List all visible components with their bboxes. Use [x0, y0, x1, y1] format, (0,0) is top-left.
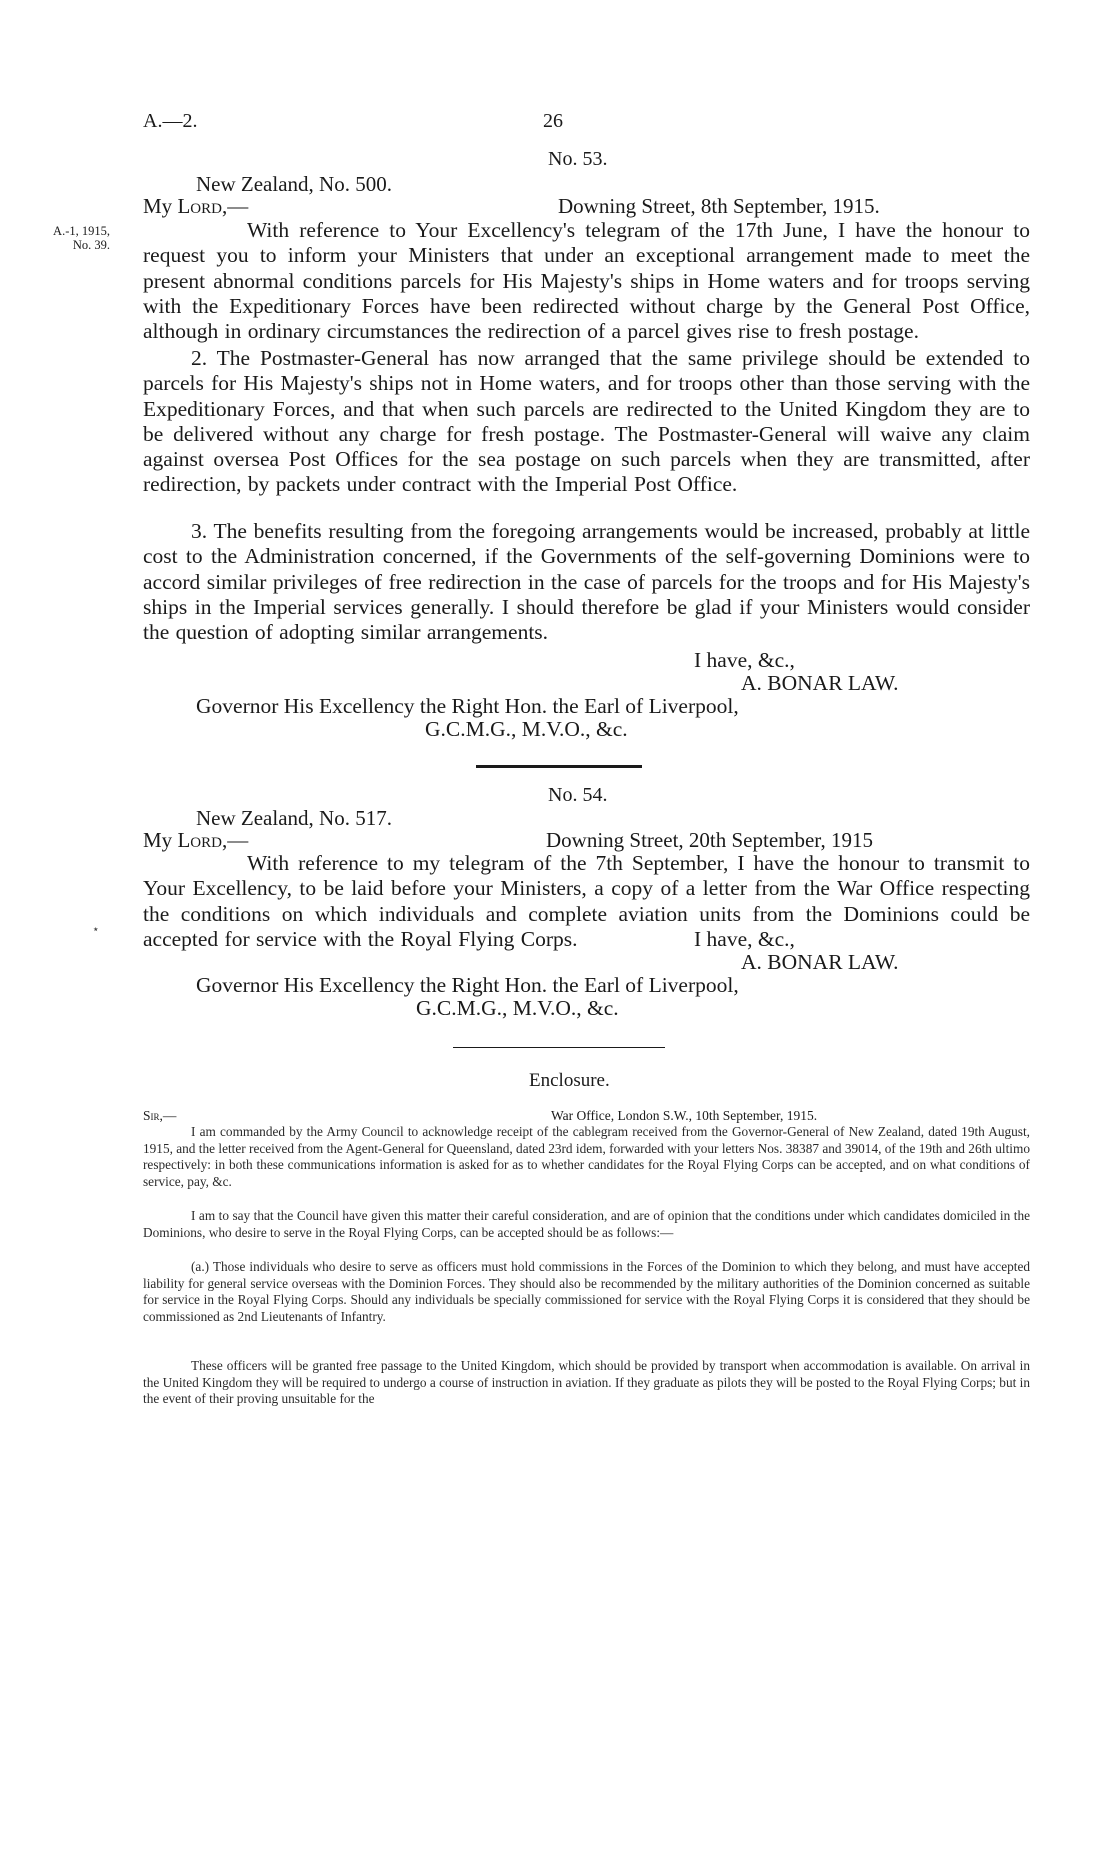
letter-54-number: No. 54.: [548, 784, 608, 806]
margin-reference: [18, 224, 110, 252]
letter-54-addressee-line-2: G.C.M.G., M.V.O., &c.: [416, 996, 619, 1020]
salutation-suffix: ,—: [221, 828, 249, 852]
margin-reference-line-2: No. 39.: [72, 238, 110, 252]
salutation-lord: Lord: [177, 194, 222, 218]
enclosure-salutation: Sir,—: [143, 1108, 177, 1123]
section-divider-thick: [476, 765, 642, 768]
letter-53-number: No. 53.: [548, 148, 608, 170]
enclosure-paragraph-3: (a.) Those individuals who desire to serve as officers must hold commissions in the Forces of the Dominion to which they belong, and must have accepted liability for general service overseas with the Dominion Forces. They should also be recommended by the military authorities of the Dominion concerned as suitable for service in the Royal Flying Corps. Should any individuals be specially commissioned for service with the Royal Flying Corps it is considered that they should be commissioned as 2nd Lieutenants of Infantry.: [143, 1259, 1030, 1324]
salutation-prefix: My: [143, 828, 178, 852]
letter-53-colony-ref: New Zealand, No. 500.: [196, 172, 392, 196]
letter-53-paragraph-2: 2. The Postmaster-General has now arranged that the same privilege should be extended to parcels for His Majesty's ships not in Home waters, and for troops other than those serving with the Expeditionary Forces, and that when such parcels are redirected to the United Kingdom they are to be delivered without any charge for fresh postage. The Postmaster-General will waive any claim against oversea Post Offices for the sea postage on such parcels when they are transmitted, after redirection, by packets under contract with the Imperial Post Office.: [143, 346, 1030, 497]
section-divider-thin: [453, 1047, 665, 1048]
salutation-suffix: ,—: [221, 194, 249, 218]
letter-54-addressee-line-1: Governor His Excellency the Right Hon. the Earl of Liverpool,: [196, 973, 739, 997]
enclosure-paragraph-4: These officers will be granted free passage to the United Kingdom, which should be provided by transport when accommodation is available. On arrival in the United Kingdom they will be required to undergo a course of instruction in aviation. If they graduate as pilots they will be posted to the Royal Flying Corps; but in the event of their proving unsuitable for the: [143, 1358, 1030, 1407]
enclosure-place-date: War Office, London S.W., 10th September, 1915.: [551, 1108, 818, 1123]
ink-speck-mark: ⋆: [92, 922, 100, 936]
letter-53-signature: A. BONAR LAW.: [741, 671, 899, 695]
page-number: 26: [543, 110, 563, 132]
letter-53-closing: I have, &c.,: [694, 648, 795, 672]
letter-54-closing: I have, &c.,: [694, 927, 795, 951]
letter-54-colony-ref: New Zealand, No. 517.: [196, 806, 392, 830]
enclosure-heading: Enclosure.: [529, 1070, 610, 1091]
letter-54-place-date: Downing Street, 20th September, 1915: [546, 828, 873, 852]
salutation-prefix: My: [143, 194, 178, 218]
series-code: A.—2.: [143, 110, 198, 132]
letter-53-place-date: Downing Street, 8th September, 1915.: [558, 194, 880, 218]
margin-reference-line-1: A.-1, 1915,: [53, 224, 110, 238]
letter-53-paragraph-1: With reference to Your Excellency's telegram of the 17th June, I have the honour to request you to inform your Ministers that under an exceptional arrangement made to meet the present abnormal conditions parcels for His Majesty's ships in Home waters and for troops serving with the Expeditionary Forces have been redirected without charge by the General Post Office, although in ordinary circumstances the redirection of a parcel gives rise to fresh postage.: [143, 218, 1030, 344]
enclosure-paragraph-1: I am commanded by the Army Council to acknowledge receipt of the cablegram received from the Governor-General of New Zealand, dated 19th August, 1915, and the letter received from the Agent-General for Queensland, dated 23rd idem, forwarded with your letters Nos. 38387 and 39014, of the 19th and 26th ultimo respectively: in both these communications information is asked for as to whether candidates for the Royal Flying Corps can be accepted, and on what conditions of service, pay, &c.: [143, 1124, 1030, 1189]
enclosure-paragraph-2: I am to say that the Council have given this matter their careful consideration, and are of opinion that the conditions under which candidates domiciled in the Dominions, who desire to serve in the Royal Flying Corps, can be accepted should be as follows:—: [143, 1208, 1030, 1240]
letter-54-signature: A. BONAR LAW.: [741, 950, 899, 974]
letter-53-addressee-line-2: G.C.M.G., M.V.O., &c.: [425, 717, 628, 741]
letter-53-paragraph-3: 3. The benefits resulting from the foregoing arrangements would be increased, probably at little cost to the Administration concerned, if the Governments of the self-governing Dominions were to accord similar privileges of free redirection in the case of parcels for the troops and for His Majesty's ships in the Imperial services generally. I should therefore be glad if your Ministers would consider the question of adopting similar arrangements.: [143, 519, 1030, 645]
letter-54-salutation: [143, 828, 248, 853]
letter-53-addressee-line-1: Governor His Excellency the Right Hon. the Earl of Liverpool,: [196, 694, 739, 718]
letter-53-salutation: [143, 194, 248, 219]
salutation-lord: Lord: [177, 828, 222, 852]
letter-54-paragraph: With reference to my telegram of the 7th September, I have the honour to transmit to Your Excellency, to be laid before your Ministers, a copy of a letter from the War Office respecting the conditions on which individuals and complete aviation units from the Dominions could be accepted for service with the Royal Flying Corps.: [143, 851, 1030, 951]
